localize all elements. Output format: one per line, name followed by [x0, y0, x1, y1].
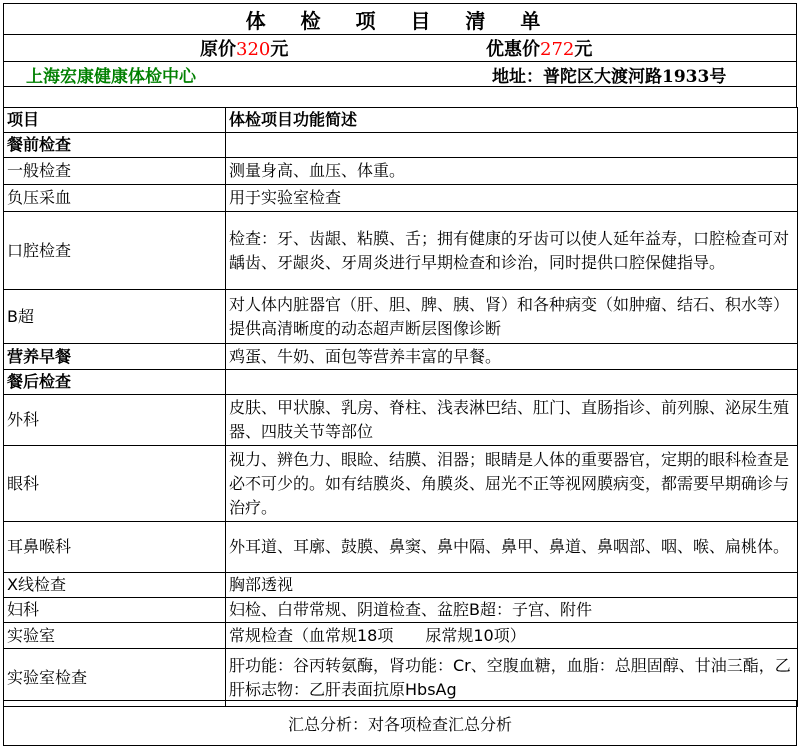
item-name: 外科	[4, 395, 226, 446]
item-name: 负压采血	[4, 185, 226, 212]
organization-row	[3, 61, 797, 87]
table-row	[4, 649, 798, 707]
summary-row	[3, 700, 797, 746]
item-name: 口腔检查	[4, 212, 226, 290]
item-desc: 对人体内脏器官（肝、胆、脾、胰、肾）和各种病变（如肿瘤、结石、积水等）提供高清晰度的动态超声断层图像诊断	[226, 290, 798, 344]
blank-row	[3, 86, 797, 108]
item-desc: 外耳道、耳廓、鼓膜、鼻窦、鼻中隔、鼻甲、鼻道、鼻咽部、咽、喉、扁桃体。	[226, 522, 798, 573]
table-header-row	[4, 108, 798, 133]
price-row	[3, 34, 797, 62]
table-row	[4, 395, 798, 446]
item-desc	[226, 133, 798, 158]
item-name: 一般检查	[4, 158, 226, 185]
item-name: 眼科	[4, 446, 226, 522]
item-name: 耳鼻喉科	[4, 522, 226, 573]
table-row	[4, 623, 798, 649]
sheet-title: 体 检 项 目 清 单	[3, 3, 797, 35]
table-row	[4, 573, 798, 598]
item-desc: 常规检查（血常规18项 尿常规10项）	[226, 623, 798, 649]
item-desc: 胸部透视	[226, 573, 798, 598]
discount-price: 优惠价272元	[486, 39, 593, 60]
item-desc: 视力、辨色力、眼睑、结膜、泪器；眼睛是人体的重要器官，定期的眼科检查是必不可少的。如有结膜炎、角膜炎、屈光不正等视网膜病变，都需要早期确诊与治疗。	[226, 446, 798, 522]
table-row	[4, 133, 798, 158]
item-desc: 用于实验室检查	[226, 185, 798, 212]
original-price: 原价320元	[200, 39, 289, 60]
item-name: 餐前检查	[4, 133, 226, 158]
item-desc	[226, 370, 798, 395]
item-desc: 检查：牙、齿龈、粘膜、舌；拥有健康的牙齿可以使人延年益寿，口腔检查可对龋齿、牙龈炎、牙周炎进行早期检查和诊治，同时提供口腔保健指导。	[226, 212, 798, 290]
discount-price-value: 272	[540, 39, 575, 60]
column-header-item: 项目	[4, 108, 226, 133]
items-table	[3, 107, 798, 707]
item-name: 实验室检查	[4, 649, 226, 707]
organization-address: 地址：普陀区大渡河路1933号	[492, 66, 727, 87]
table-row	[4, 290, 798, 344]
item-name: 餐后检查	[4, 370, 226, 395]
item-name: 营养早餐	[4, 344, 226, 370]
table-row	[4, 158, 798, 185]
item-desc: 皮肤、甲状腺、乳房、脊柱、浅表淋巴结、肛门、直肠指诊、前列腺、泌尿生殖器、四肢关节等部位	[226, 395, 798, 446]
item-desc: 鸡蛋、牛奶、面包等营养丰富的早餐。	[226, 344, 798, 370]
table-row	[4, 598, 798, 623]
organization-name: 上海宏康健康体检中心	[26, 66, 196, 87]
item-desc: 妇检、白带常规、阴道检查、盆腔B超：子宫、附件	[226, 598, 798, 623]
table-row	[4, 344, 798, 370]
summary-text: 汇总分析：对各项检查汇总分析	[287, 714, 512, 734]
item-name: 实验室	[4, 623, 226, 649]
table-row	[4, 212, 798, 290]
column-header-desc: 体检项目功能简述	[226, 108, 798, 133]
table-row	[4, 370, 798, 395]
item-desc: 肝功能：谷丙转氨酶，肾功能：Cr、空腹血糖，血脂：总胆固醇、甘油三酯，乙肝标志物：乙肝表面抗原HbsAg	[226, 649, 798, 707]
table-row	[4, 185, 798, 212]
item-desc: 测量身高、血压、体重。	[226, 158, 798, 185]
item-name: X线检查	[4, 573, 226, 598]
original-price-value: 320	[236, 39, 271, 60]
item-name: 妇科	[4, 598, 226, 623]
table-row	[4, 446, 798, 522]
table-row	[4, 522, 798, 573]
item-name: B超	[4, 290, 226, 344]
